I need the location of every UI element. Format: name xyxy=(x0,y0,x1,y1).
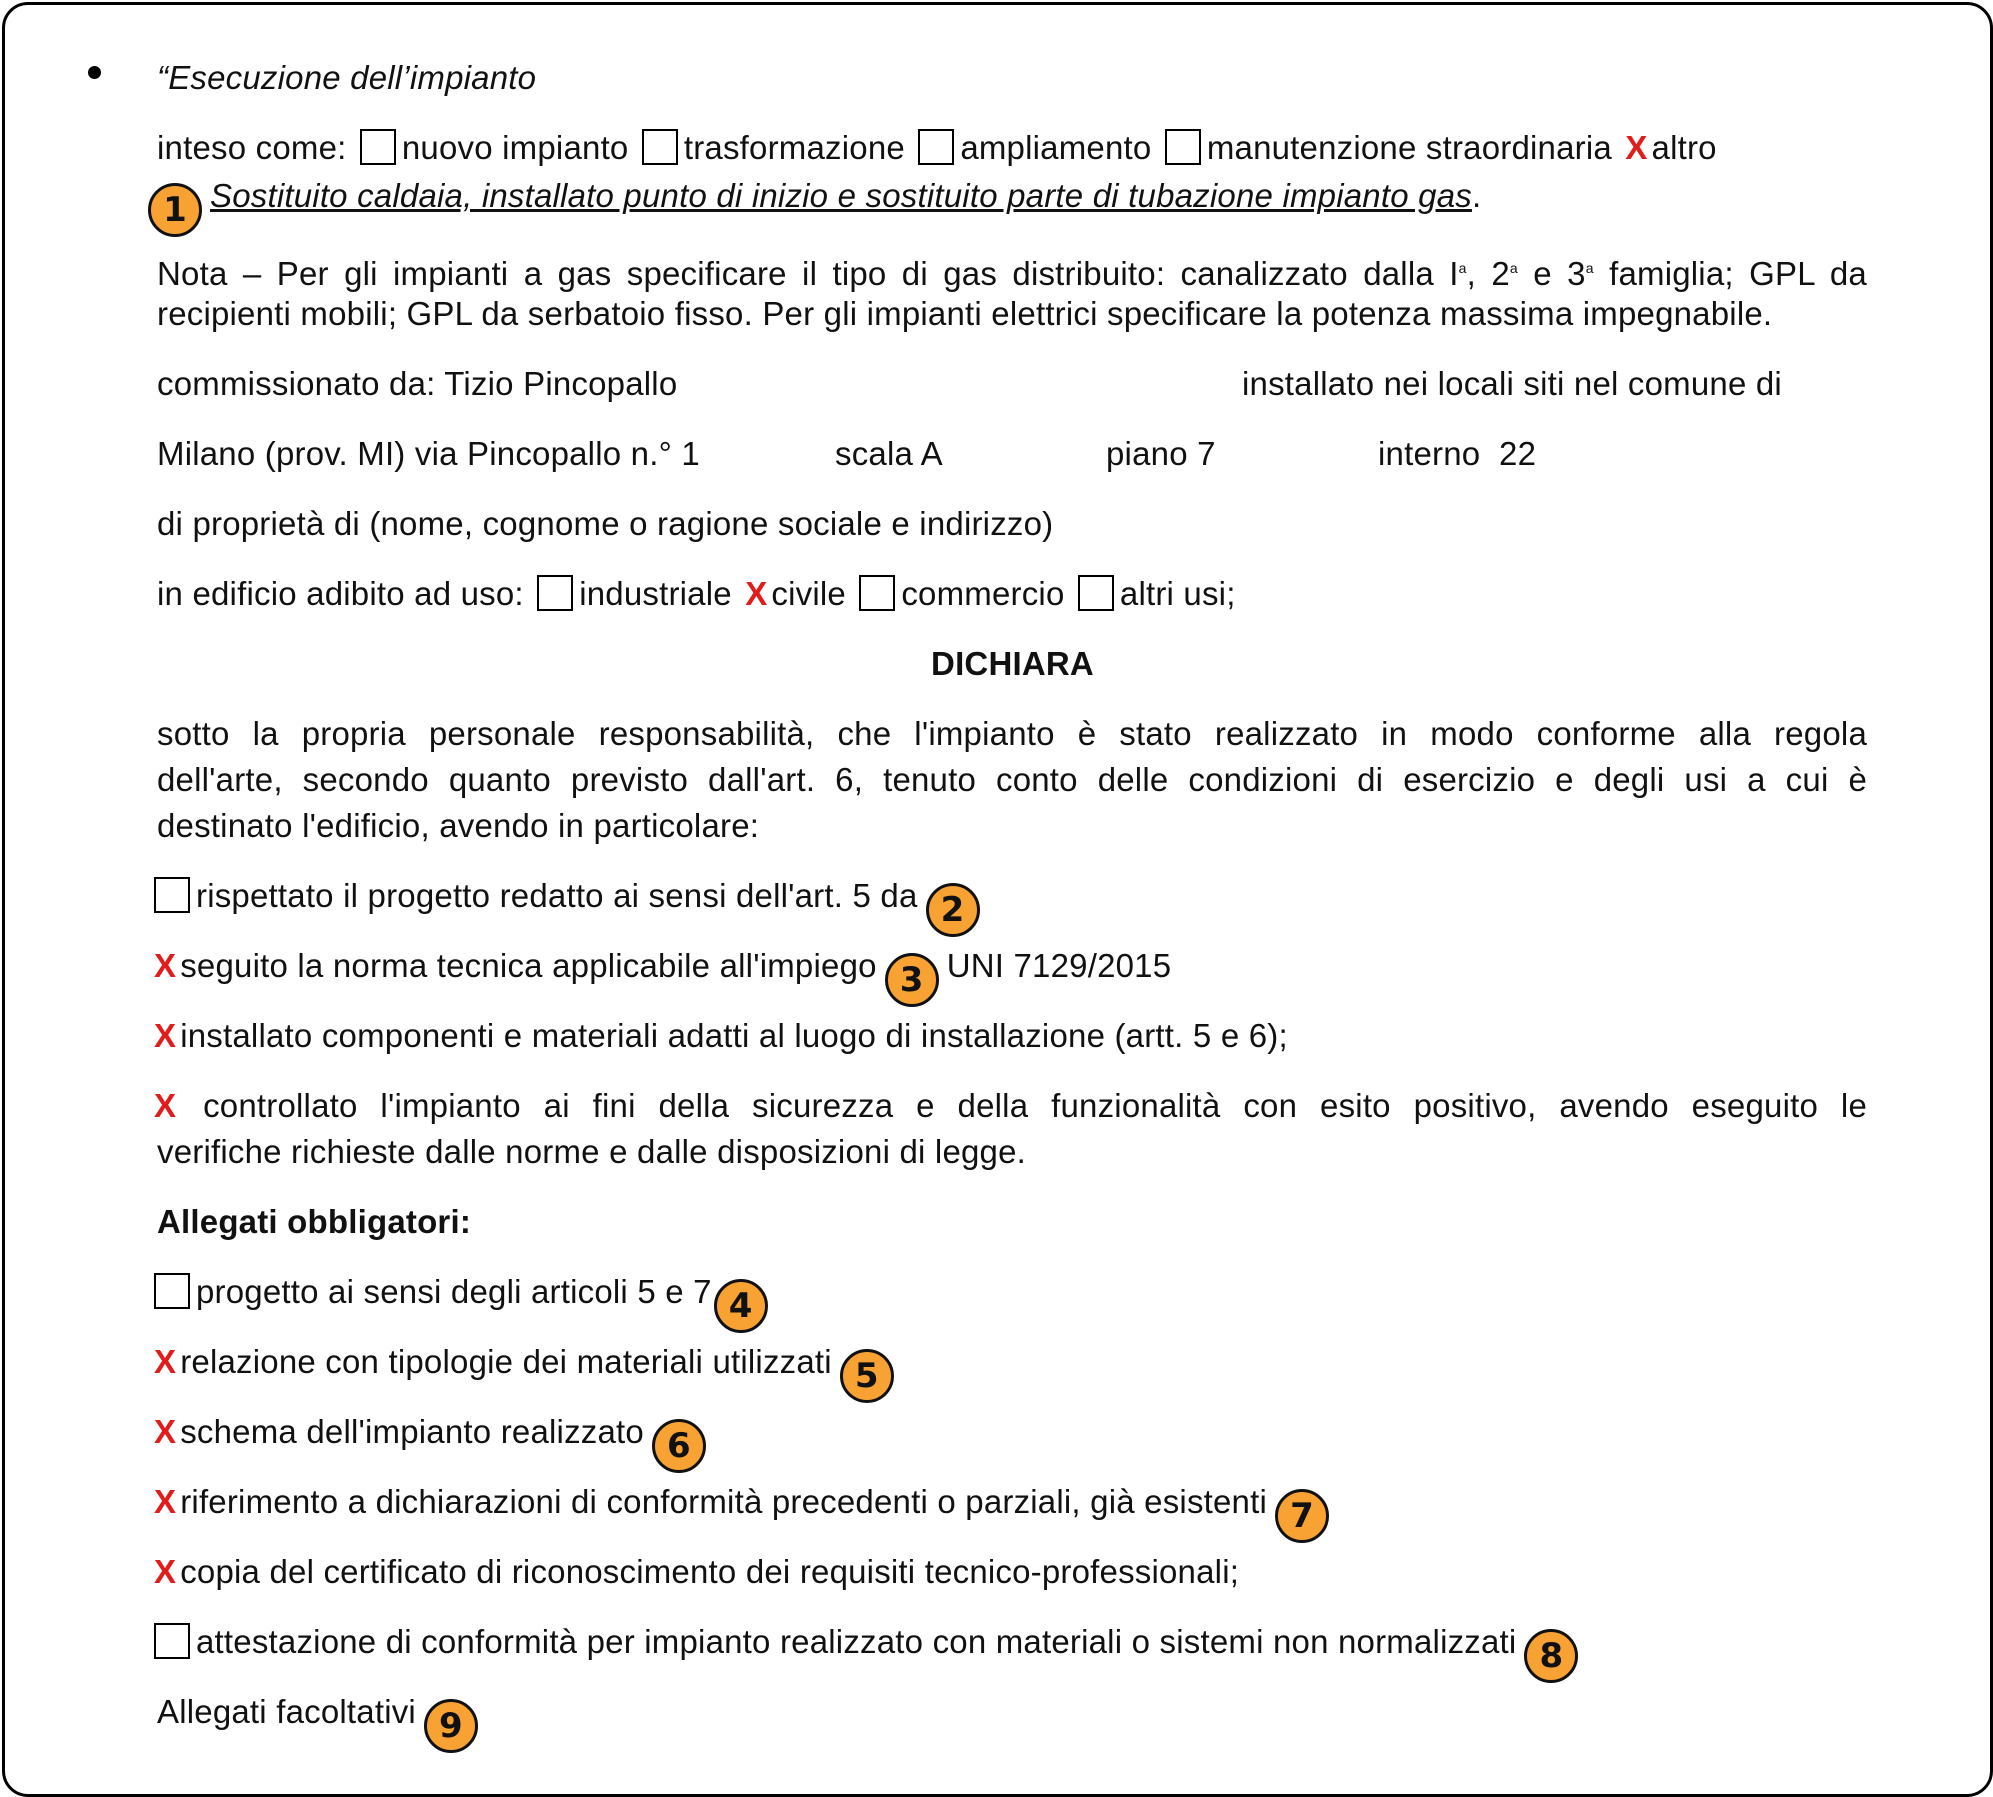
checked-mark-componenti[interactable]: X xyxy=(154,1017,177,1054)
check-row-controllato xyxy=(150,1086,1867,1126)
checked-mark-altro[interactable]: X xyxy=(1625,129,1648,166)
label-trasformazione: trasformazione xyxy=(683,129,905,166)
checkbox-attestazione[interactable] xyxy=(154,1623,190,1659)
check-row-componenti xyxy=(150,1016,1288,1056)
allegato-row-attestazione xyxy=(154,1622,1586,1683)
check-row-progetto xyxy=(154,876,988,937)
proprieta-label: di proprietà di (nome, cognome o ragione sociale e indirizzo) xyxy=(157,505,1054,542)
checked-mark-controllato[interactable]: X xyxy=(154,1087,177,1124)
checkbox-allegato-progetto[interactable] xyxy=(154,1273,190,1309)
label-schema: schema dell'impianto realizzato xyxy=(180,1413,644,1450)
checkbox-altri-usi[interactable] xyxy=(1078,575,1114,611)
label-manutenzione: manutenzione straordinaria xyxy=(1206,129,1612,166)
label-facoltativi: Allegati facoltativi xyxy=(157,1693,416,1730)
dichiara-line-3: destinato l'edificio, avendo in particolare: xyxy=(157,807,760,844)
inteso-row xyxy=(157,128,1717,168)
bullet-icon xyxy=(88,66,101,79)
address-main: Milano (prov. MI) via Pincopallo n.° 1 xyxy=(157,435,700,472)
address-interno: interno 22 xyxy=(1378,435,1537,472)
label-altro: altro xyxy=(1651,129,1717,166)
badge-7: 7 xyxy=(1275,1489,1329,1543)
allegato-row-relazione xyxy=(150,1342,902,1403)
badge-3: 3 xyxy=(885,953,939,1007)
description-row: 1 Sostituito caldaia, installato punto di inizio e sostituito parte di tubazione impianto gas. xyxy=(148,176,1481,237)
dichiara-heading: DICHIARA xyxy=(931,645,1094,682)
installato-label: installato nei locali siti nel comune di xyxy=(1242,365,1782,402)
allegato-row-riferimento xyxy=(150,1482,1337,1543)
check-row-norma xyxy=(150,946,1171,1007)
label-industriale: industriale xyxy=(579,575,732,612)
label-relazione: relazione con tipologie dei materiali utilizzati xyxy=(180,1343,832,1380)
address-scala: scala A xyxy=(835,435,943,472)
allegato-row-schema xyxy=(150,1412,714,1473)
checkbox-nuovo-impianto[interactable] xyxy=(360,129,396,165)
badge-6: 6 xyxy=(652,1419,706,1473)
controllato-line-2: verifiche richieste dalle norme e dalle disposizioni di legge. xyxy=(157,1133,1027,1170)
checked-mark-civile[interactable]: X xyxy=(745,575,768,612)
badge-2: 2 xyxy=(926,883,980,937)
allegato-row-certificato xyxy=(150,1552,1239,1592)
section-title: “Esecuzione dell’impianto xyxy=(157,59,537,96)
label-ampliamento: ampliamento xyxy=(960,129,1152,166)
label-controllato: controllato l'impianto ai fini della sicurezza e della funzionalità con esito positivo, avendo eseguito le xyxy=(203,1087,1867,1124)
label-commercio: commercio xyxy=(901,575,1065,612)
allegati-facoltativi-row xyxy=(157,1692,486,1753)
allegati-heading: Allegati obbligatori: xyxy=(157,1203,472,1240)
checked-mark-schema[interactable]: X xyxy=(154,1413,177,1450)
dichiara-line-2: dell'arte, secondo quanto previsto dall'art. 6, tenuto conto delle condizioni di esercizio e degli usi a cui è xyxy=(157,761,1867,798)
commissionato-label: commissionato da: Tizio Pincopallo xyxy=(157,365,678,402)
label-nuovo-impianto: nuovo impianto xyxy=(401,129,629,166)
checked-mark-certificato[interactable]: X xyxy=(154,1553,177,1590)
checkbox-manutenzione[interactable] xyxy=(1165,129,1201,165)
checkbox-commercio[interactable] xyxy=(859,575,895,611)
checkbox-industriale[interactable] xyxy=(537,575,573,611)
address-piano: piano 7 xyxy=(1106,435,1216,472)
badge-1: 1 xyxy=(148,183,202,237)
checked-mark-relazione[interactable]: X xyxy=(154,1343,177,1380)
badge-8: 8 xyxy=(1524,1629,1578,1683)
checkbox-trasformazione[interactable] xyxy=(642,129,678,165)
altro-description: Sostituito caldaia, installato punto di inizio e sostituito parte di tubazione impianto gas xyxy=(210,177,1472,214)
label-allegato-progetto: progetto ai sensi degli articoli 5 e 7 xyxy=(196,1273,712,1310)
allegato-row-progetto xyxy=(154,1272,776,1333)
label-attestazione: attestazione di conformità per impianto realizzato con materiali o sistemi non normalizzati xyxy=(196,1623,1517,1660)
badge-5: 5 xyxy=(840,1349,894,1403)
label-certificato: copia del certificato di riconoscimento dei requisiti tecnico-professionali; xyxy=(180,1553,1240,1590)
uso-row xyxy=(157,574,1236,614)
label-civile: civile xyxy=(771,575,846,612)
label-altri-usi: altri usi; xyxy=(1119,575,1236,612)
norma-value: UNI 7129/2015 xyxy=(946,947,1172,984)
badge-9: 9 xyxy=(424,1699,478,1753)
checked-mark-norma[interactable]: X xyxy=(154,947,177,984)
nota-line-1: Nota – Per gli impianti a gas specificare il tipo di gas distribuito: canalizzato dalla $I^a$, 2$^a$ e 3$^a$ famiglia; GPL da xyxy=(157,255,1867,292)
dichiara-line-1: sotto la propria personale responsabilità, che l'impianto è stato realizzato in modo conforme alla regola xyxy=(157,715,1867,752)
label-riferimento: riferimento a dichiarazioni di conformità precedenti o parziali, già esistenti xyxy=(180,1483,1268,1520)
inteso-label: inteso come: xyxy=(157,129,347,166)
label-progetto: rispettato il progetto redatto ai sensi dell'art. 5 da xyxy=(196,877,918,914)
nota-line-2: recipienti mobili; GPL da serbatoio fisso. Per gli impianti elettrici specificare la potenza massima impegnabile. xyxy=(157,295,1773,332)
label-norma: seguito la norma tecnica applicabile all'impiego xyxy=(180,947,877,984)
badge-4: 4 xyxy=(714,1279,768,1333)
uso-label: in edificio adibito ad uso: xyxy=(157,575,524,612)
checkbox-ampliamento[interactable] xyxy=(918,129,954,165)
checkbox-progetto[interactable] xyxy=(154,877,190,913)
checked-mark-riferimento[interactable]: X xyxy=(154,1483,177,1520)
label-componenti: installato componenti e materiali adatti al luogo di installazione (artt. 5 e 6); xyxy=(180,1017,1288,1054)
